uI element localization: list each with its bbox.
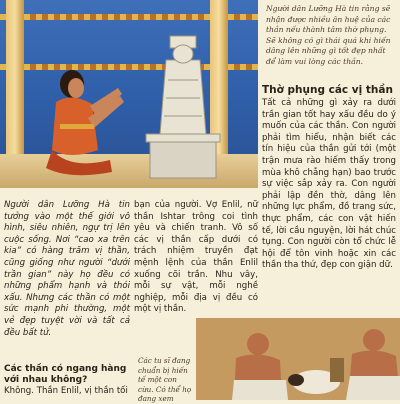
- scene-figures: [0, 0, 258, 188]
- section-title: Thờ phụng các vị thần: [262, 84, 393, 96]
- answer-paragraph: Không. Thần Enlil, vị thần tối: [4, 386, 128, 396]
- priests-scene: [196, 318, 400, 400]
- priests-caption: Các tu sĩ đang chuẩn bị hiến tế một con cừu. Có thể họ đang xem: [138, 356, 192, 404]
- gods-paragraph: bạn của người. Vợ Enlil, nữ thần Ishtar trông coi tình yêu và chiến tranh. Vô số các vị thần cấp dưới có trách nhiệm truyền đạt mệnh lệnh của thần Enlil xuống cõi trần. Nhu vây, mỗi sự vật, mỗi nghề nghiệp, mỗi địa vị đều có một vị thần.: [134, 200, 258, 315]
- deity-statue: [146, 36, 220, 178]
- priests-illustration: [196, 318, 400, 400]
- worship-illustration: [0, 0, 258, 188]
- illustration-caption: Người dân Lưỡng Hà tin rằng sẽ nhận được nhiều ân huệ của các thần nếu thành tâm thờ phụng. Sẽ không có gì thái quá khi hiến dâng lên những gì tốt đẹp nhất để làm vui lòng các thần.: [266, 4, 391, 66]
- section-body: Tất cả những gì xảy ra dưới trần gian tốt hay xấu đều do ý muốn của các thần. Con người phải tìm hiểu, nhận biết các tín hiệu của thần gửi tới (một trận mưa rào hiếm thấy trong mùa khô chẳng hạn) bao trước sự việc sắp xảy ra. Con người phải lập đền thờ, dâng lên những lực phẩm, đồ trang sức, thực phẩm, các con vật hiến tế, lời cầu nguyện, lời hát chúc tụng. Con người còn tổ chức lễ hội để tôn vinh hoặc xin các thần tha thứ, đẹp con giận dữ.: [262, 98, 396, 271]
- ritual-vessel: [330, 358, 344, 382]
- question-subheading: Các thần có ngang hàng với nhau không?: [4, 364, 127, 385]
- worshipper-figure: [46, 70, 124, 175]
- intro-paragraph: Người dân Lưỡng Hà tin tưởng vào một thế giới vô hình, siêu nhiên, ngự trị lên cuộc sống. Nơi “cao xa trên kia” có hàng trăm vị thần, cũng giống như người “dưới trần gian” này họ đều có những phẩm hạnh và thói xấu. Nhưng các thần có một sức mạnh phi thường, một vẻ đẹp tuyệt vời và tất cả đều bất tử.: [4, 200, 130, 338]
